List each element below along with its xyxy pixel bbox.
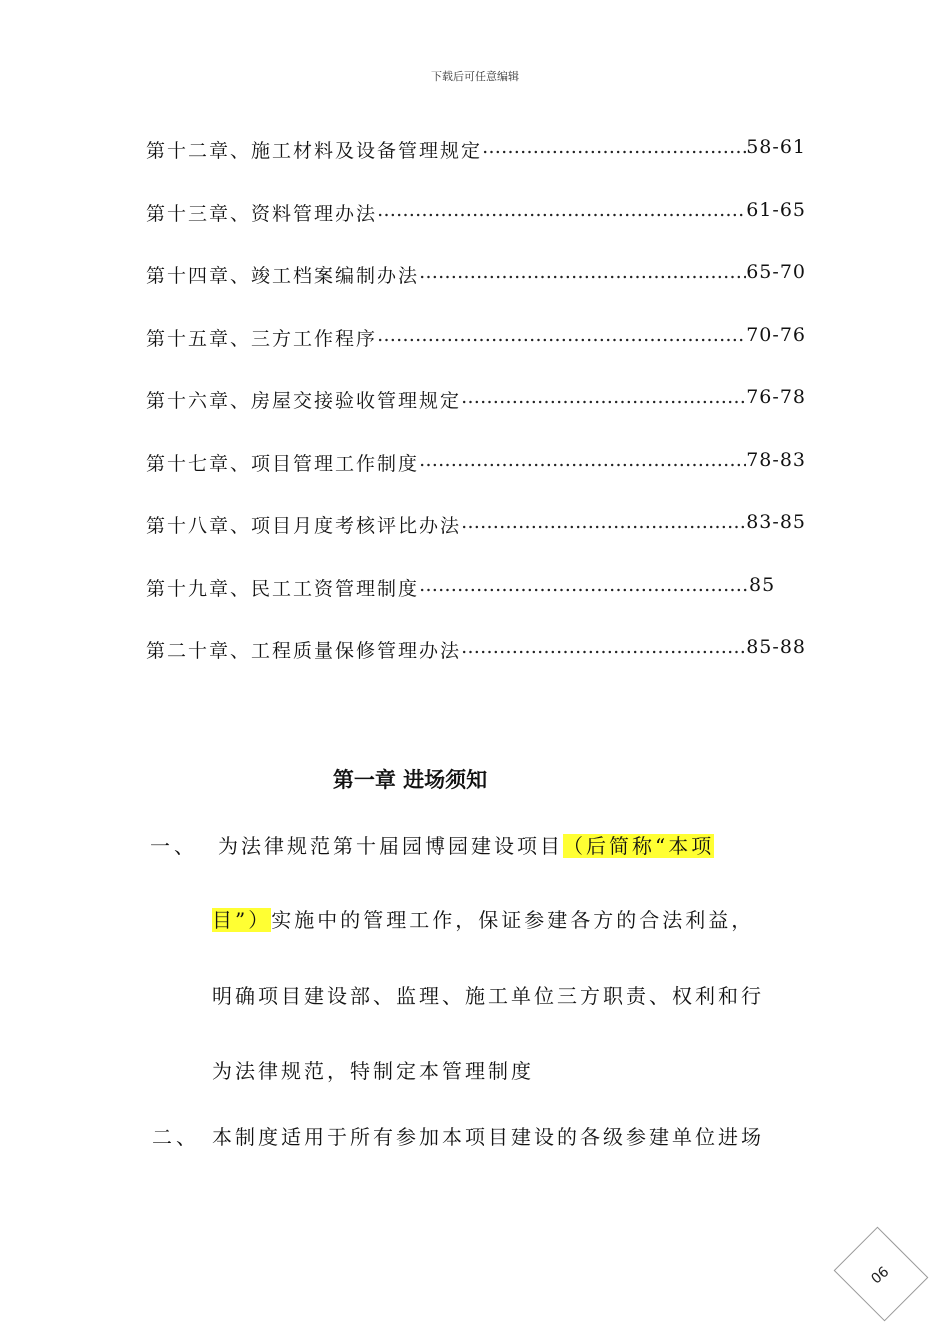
highlighted-text: 目”） [212,908,272,932]
toc-title: 第十九章、民工工资管理制度 [146,577,420,600]
toc-page: 78-83 [746,448,806,471]
paragraph-line: 为法律规范，特制定本管理制度 [212,1059,534,1083]
toc-entry[interactable] [146,574,806,637]
toc-leader [461,511,746,533]
paragraph-text: 为法律规范第十届园博园建设项目 [218,834,563,858]
toc-entry[interactable] [146,636,806,699]
toc-title: 第二十章、工程质量保修管理办法 [146,640,462,662]
toc-title: 第十五章、三方工作程序 [146,327,378,350]
toc-leader [461,636,746,658]
toc-title: 第十六章、房屋交接验收管理规定 [146,390,462,412]
toc-leader [377,199,746,221]
toc-leader [461,386,746,408]
paragraph-line [212,904,754,933]
paragraph-text: 实施中的管理工作，保证参建各方的合法利益， [271,908,755,932]
toc-page: 61-65 [746,198,806,221]
toc-page: 58-61 [746,136,806,158]
paragraph-line: 本制度适用于所有参加本项目建设的各级参建单位进场 [212,1125,764,1149]
paragraph-line [218,830,714,859]
item-number: 一、 [150,834,198,858]
toc-leader [419,261,746,283]
toc-title: 第十二章、施工材料及设备管理规定 [146,140,483,162]
item-number: 二、 [152,1125,200,1149]
toc-entry[interactable] [146,511,806,574]
toc-page: 65-70 [746,261,806,283]
toc-page: 70-76 [746,323,806,346]
toc-title: 第十七章、项目管理工作制度 [146,452,420,475]
toc-page: 85-88 [746,636,806,658]
chapter-heading: 第一章 进场须知 [332,768,488,792]
toc-leader [377,324,746,346]
toc-entry[interactable] [146,261,806,324]
toc-title: 第十三章、资料管理办法 [146,202,378,225]
toc-entry[interactable] [146,449,806,512]
toc-entry[interactable] [146,136,806,199]
page-header: 下载后可任意编辑 [431,70,519,83]
toc-title: 第十八章、项目月度考核评比办法 [146,515,462,537]
toc-leader [419,574,749,596]
paragraph-line: 明确项目建设部、监理、施工单位三方职责、权利和行 [212,984,764,1008]
toc-leader [482,136,746,158]
toc-leader [419,449,746,471]
toc-entry[interactable] [146,324,806,387]
page-number: 90 [866,1262,891,1286]
toc-entry[interactable] [146,199,806,262]
table-of-contents [146,136,806,699]
toc-page: 83-85 [746,511,806,533]
toc-entry[interactable] [146,386,806,449]
toc-page: 76-78 [746,386,806,408]
highlighted-text: （后简称“本项 [563,834,715,858]
toc-title: 第十四章、竣工档案编制办法 [146,265,420,287]
toc-page: 85 [749,573,776,596]
